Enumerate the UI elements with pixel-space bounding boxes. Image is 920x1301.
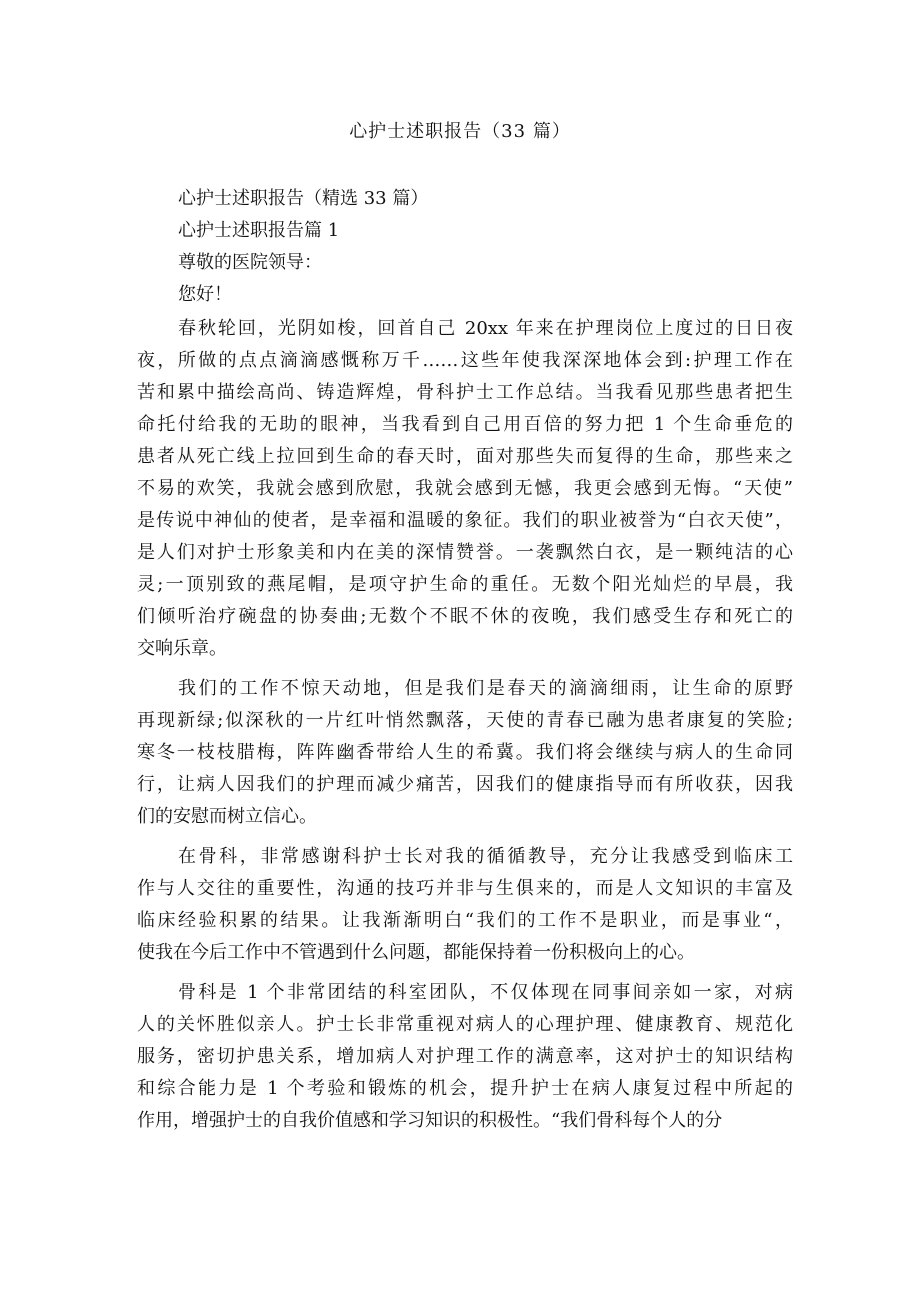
paragraph-line: 交响乐章。: [137, 638, 227, 659]
document-title: 心护士述职报告（33 篇）: [349, 121, 571, 142]
paragraph-line: 人的关怀胜似亲人。护士长非常重视对病人的心理护理、健康教育、规范化: [137, 1014, 793, 1035]
paragraph-line: 灵;一顶别致的燕尾帽，是项守护生命的重任。无数个阳光灿烂的早晨，我: [137, 574, 793, 595]
greeting: 您好！: [178, 284, 232, 305]
paragraph-line: 再现新绿;似深秋的一片红叶悄然飘落，天使的青春已融为患者康复的笑脸;: [137, 710, 793, 731]
paragraph-line: 服务，密切护患关系，增加病人对护理工作的满意率，这对护士的知识结构: [137, 1046, 793, 1067]
paragraph-line: 行，让病人因我们的护理而减少痛苦，因我们的健康指导而有所收获，因我: [137, 774, 793, 795]
paragraph-line: 们的安慰而树立信心。: [137, 806, 317, 827]
paragraph-line: 和综合能力是 1 个考验和锻炼的机会，提升护士在病人康复过程中所起的: [137, 1078, 793, 1099]
paragraph-line: 夜，所做的点点滴滴感慨称万千……这些年使我深深地体会到:护理工作在: [137, 350, 793, 371]
paragraph-line: 命托付给我的无助的眼神，当我看到自己用百倍的努力把 1 个生命垂危的: [137, 414, 793, 435]
intro-block: [178, 183, 798, 311]
paragraph-line: 不易的欢笑，我就会感到欣慰，我就会感到无憾，我更会感到无悔。“天使”: [137, 478, 793, 499]
paragraph-line: 临床经验积累的结果。让我渐渐明白“我们的工作不是职业，而是事业“，: [137, 910, 793, 931]
paragraph-line: 是传说中神仙的使者，是幸福和温暖的象征。我们的职业被誉为“白衣天使”，: [137, 510, 793, 531]
paragraph-line: 使我在今后工作中不管遇到什么问题，都能保持着一份积极向上的心。: [137, 942, 695, 963]
paragraph-line: 患者从死亡线上拉回到生命的春天时，面对那些失而复得的生命，那些来之: [137, 446, 793, 467]
body-paragraph: [137, 673, 793, 833]
paragraph-line: 作与人交往的重要性，沟通的技巧并非与生俱来的，而是人文知识的丰富及: [137, 878, 793, 899]
body-paragraph: [137, 841, 793, 969]
paragraph-line: 是人们对护士形象美和内在美的深情赞誉。一袭飘然白衣，是一颗纯洁的心: [137, 542, 793, 563]
paragraph-line: 春秋轮回，光阴如梭，回首自己 20xx 年来在护理岗位上度过的日日夜: [178, 318, 793, 339]
paragraph-line: 我们的工作不惊天动地，但是我们是春天的滴滴细雨，让生命的原野: [178, 678, 793, 699]
paragraph-line: 寒冬一枝枝腊梅，阵阵幽香带给人生的希冀。我们将会继续与病人的生命同: [137, 742, 793, 763]
paragraph-line: 骨科是 1 个非常团结的科室团队，不仅体现在同事间亲如一家，对病: [178, 982, 793, 1003]
paragraph-line: 们倾听治疗碗盘的协奏曲;无数个不眠不休的夜晚，我们感受生存和死亡的: [137, 606, 793, 627]
body-paragraph: [137, 977, 793, 1137]
body-paragraph: [137, 313, 793, 665]
section-heading: 心护士述职报告篇 1: [178, 220, 340, 241]
paragraph-line: 苦和累中描绘高尚、铸造辉煌，骨科护士工作总结。当我看见那些患者把生: [137, 382, 793, 403]
salutation: 尊敬的医院领导：: [178, 252, 322, 273]
paragraph-line: 在骨科，非常感谢科护士长对我的循循教导，充分让我感受到临床工: [178, 846, 793, 867]
subtitle-line: 心护士述职报告（精选 33 篇）: [178, 188, 429, 209]
body-text: [137, 313, 793, 1137]
paragraph-line: 作用，增强护士的自我价值感和学习知识的积极性。“我们骨科每个人的分: [137, 1110, 723, 1131]
